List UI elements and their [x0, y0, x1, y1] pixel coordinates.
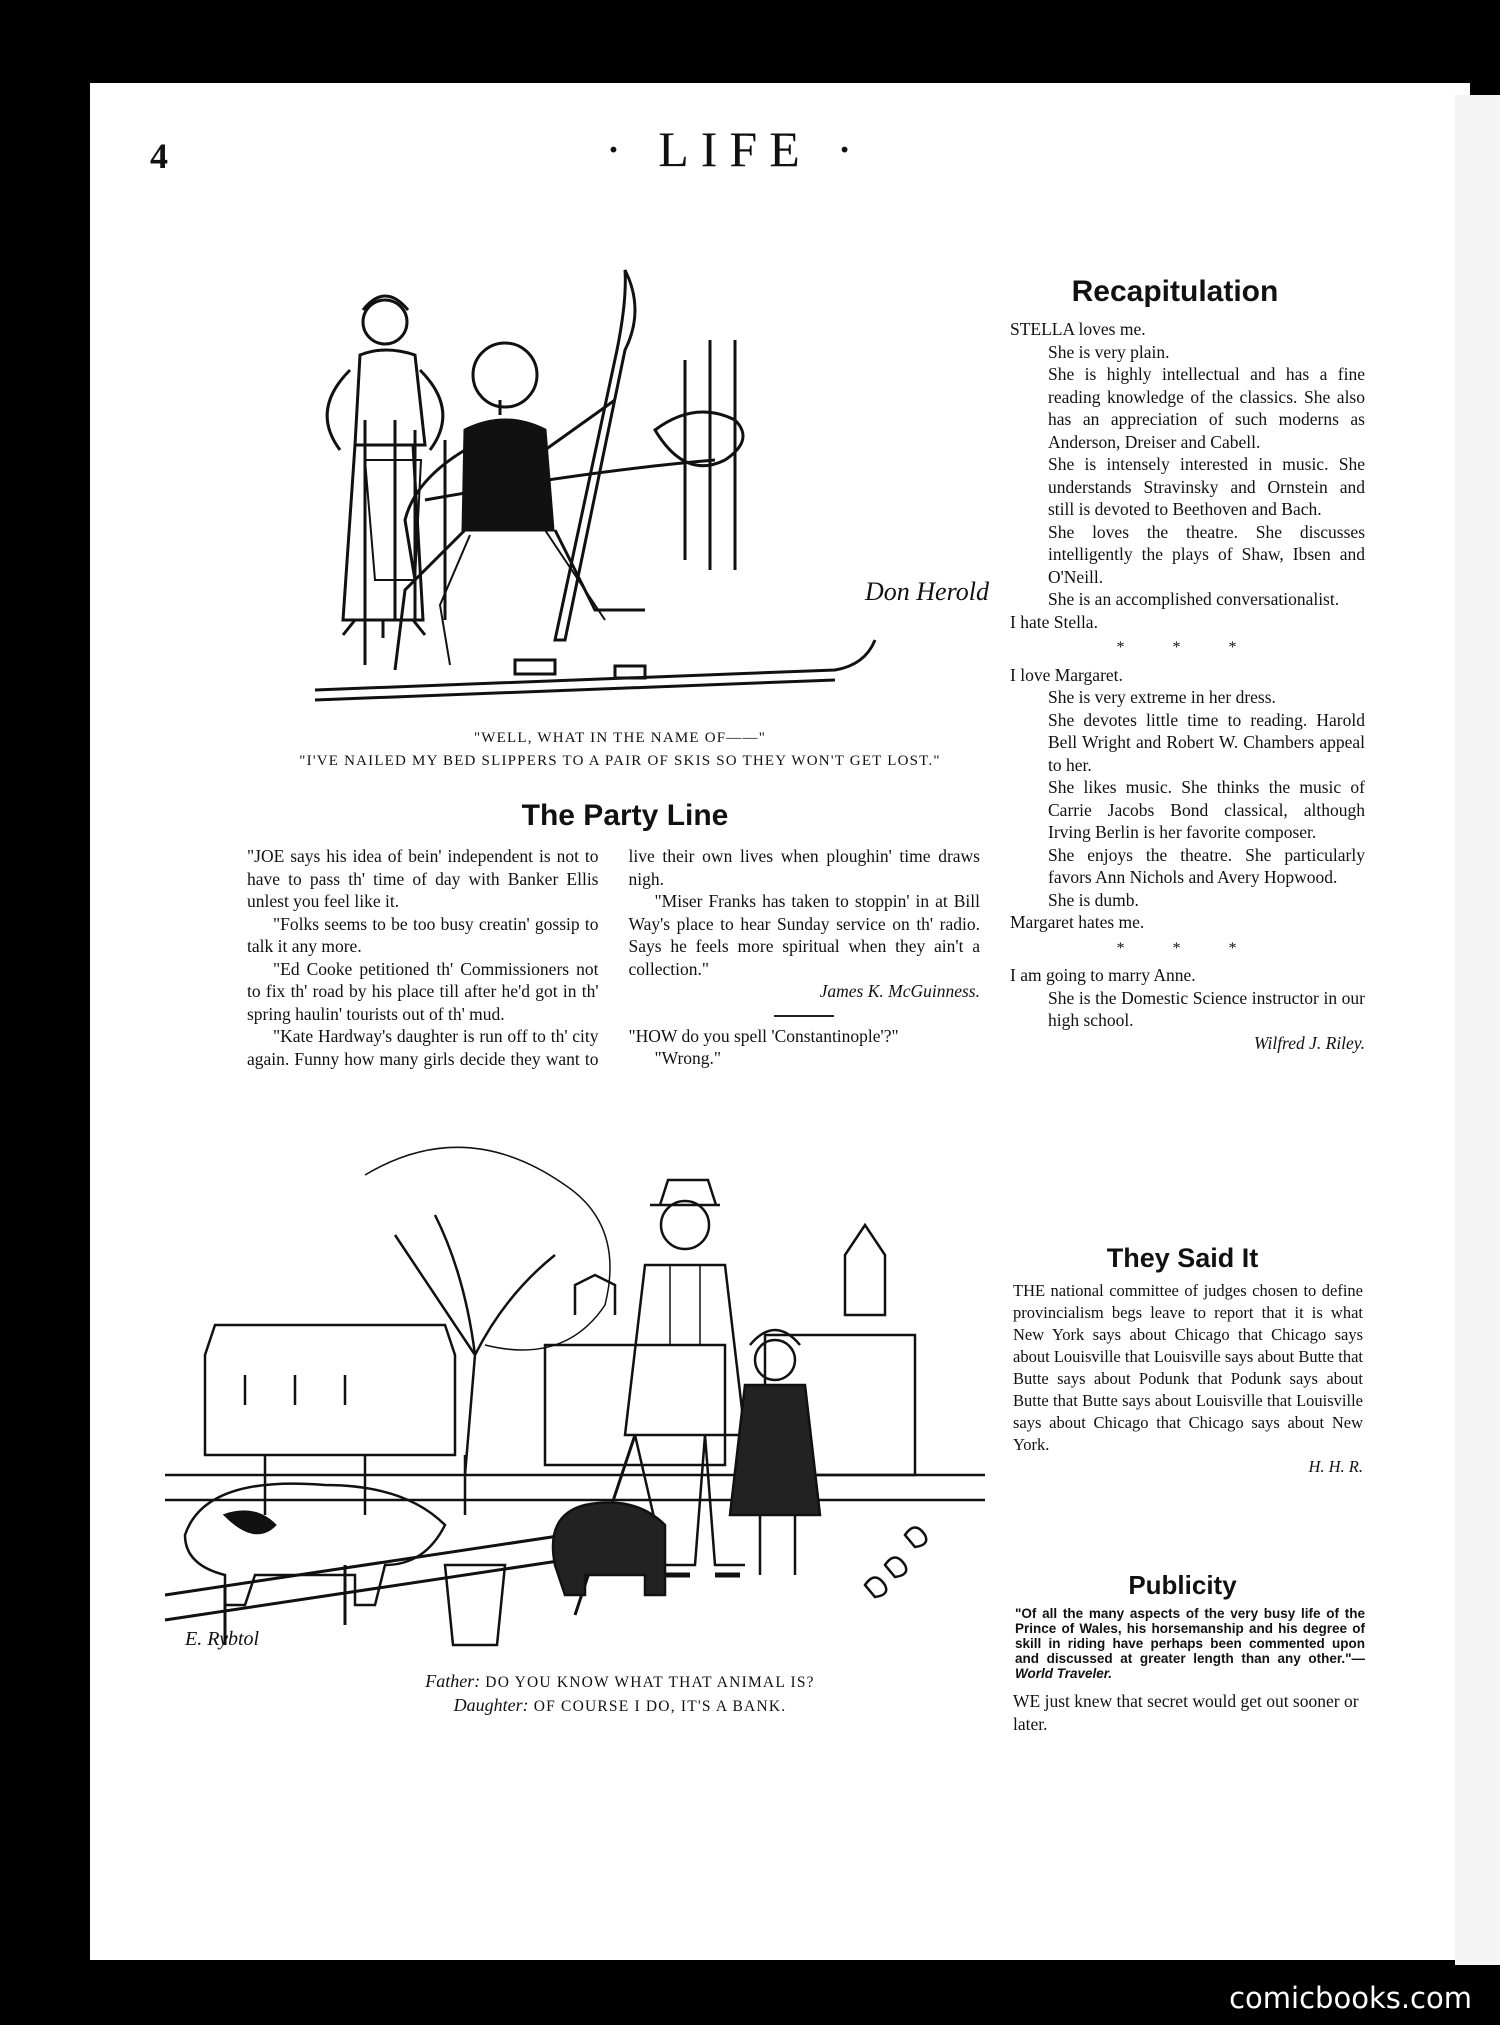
- party-line-article: [247, 845, 980, 1095]
- poem-line: She is dumb.: [1048, 889, 1139, 910]
- section-stars: * * *: [1116, 639, 1259, 656]
- cartoon2-caption-line1: DO YOU KNOW WHAT THAT ANIMAL IS?: [485, 1674, 815, 1691]
- farm-illustration: [165, 1115, 985, 1660]
- cartoon2-caption-line2: OF COURSE I DO, IT'S A BANK.: [533, 1698, 787, 1715]
- recapitulation-author: Wilfred J. Riley.: [1253, 1032, 1365, 1053]
- party-line-paragraph: "JOE says his idea of bein' independent is not to have to pass th' time of day with Banker Ellis unlest you feel like it.: [247, 846, 599, 911]
- poem-line: She is highly intellectual and has a fine reading knowledge of the classics. She also has an appreciation of such moderns as Anderson, Dreiser and Cabell.: [1048, 364, 1365, 452]
- they-said-it-body: THE national committee of judges chosen to define provincialism begs leave to report that it is what New York says about Chicago that Chicago says about Louisville that Louisville says about Butte that Butte says about Podunk that Podunk says about Butte that Butte says about Louisville that Louisville says about Chicago that Chicago says about New York.: [1013, 1281, 1363, 1454]
- cartoon1-signature: Don Herold: [865, 577, 989, 606]
- poem-line: She is very extreme in her dress.: [1048, 687, 1276, 707]
- recapitulation-poem: [1010, 318, 1365, 1054]
- page-number: 4: [150, 136, 168, 176]
- publicity-source: World Traveler.: [1015, 1666, 1113, 1681]
- party-line-paragraph: "Ed Cooke petitioned th' Commissioners not to fix th' road by his place till after he'd got in th' spring haulin' tourists out of th' mud.: [247, 958, 599, 1024]
- poem-line: STELLA loves me.: [1010, 319, 1146, 339]
- cartoon2-signature: E. Rybtol: [185, 1628, 260, 1650]
- recapitulation-title: Recapitulation: [1071, 275, 1279, 308]
- poem-line: She loves the theatre. She discusses intelligently the plays of Shaw, Ibsen and O'Neill.: [1048, 521, 1365, 587]
- constantinople-line2: "Wrong.": [654, 1048, 722, 1068]
- poem-line: I hate Stella.: [1010, 611, 1098, 632]
- cartoon2-speaker2: Daughter:: [453, 1695, 529, 1715]
- ski-slippers-cartoon: [255, 280, 989, 720]
- ski-slippers-illustration: [255, 280, 989, 720]
- they-said-it-article: [1013, 1280, 1363, 1478]
- farm-cartoon: [165, 1115, 985, 1660]
- poem-line: She is the Domestic Science instructor in our high school.: [1048, 987, 1365, 1030]
- party-line-paragraph: "Miser Franks has taken to stoppin' in at Bill Way's place to hear Sunday service on th' radio. Says he feels more spiritual when they ain't a collection.": [628, 891, 980, 979]
- cartoon1-caption: [260, 727, 980, 773]
- party-line-title: The Party Line: [521, 799, 729, 832]
- they-said-it-title: They Said It: [1106, 1243, 1259, 1273]
- watermark: comicbooks.com: [1229, 1981, 1472, 2015]
- poem-line: She is an accomplished conversationalist.: [1048, 589, 1340, 609]
- poem-line: She is very plain.: [1048, 341, 1170, 362]
- cartoon1-caption-line2: "I'VE NAILED MY BED SLIPPERS TO A PAIR OF SKIS SO THEY WON'T GET LOST.": [299, 753, 941, 769]
- party-line-paragraph: "Kate Hardway's daughter is run off to th' city again. Funny how many girls decide they want to live their own lives when ploughin' time draws nigh.: [247, 846, 980, 1069]
- section-stars: * * *: [1116, 939, 1259, 957]
- publicity-title: Publicity: [1128, 1570, 1237, 1600]
- publicity-response: WE just knew that secret would get out sooner or later.: [1013, 1691, 1359, 1734]
- next-page-edge: [1455, 95, 1500, 1965]
- cartoon2-speaker1: Father:: [425, 1671, 481, 1691]
- divider-rule: [774, 1015, 834, 1017]
- poem-line: She likes music. She thinks the music of Carrie Jacobs Bond classical, although Irving Berlin is her favorite composer.: [1048, 777, 1365, 842]
- poem-line: She devotes little time to reading. Harold Bell Wright and Robert W. Chambers appeal to her.: [1048, 709, 1365, 775]
- poem-line: Margaret hates me.: [1010, 912, 1145, 932]
- poem-line: I love Margaret.: [1010, 664, 1123, 685]
- publicity-quote-text: "Of all the many aspects of the very busy life of the Prince of Wales, his horsemanship and his degree of skill in riding have perhaps been commented upon and discussed at greater length than any other."—: [1015, 1606, 1365, 1666]
- poem-line: I am going to marry Anne.: [1010, 965, 1196, 985]
- masthead: · LIFE ·: [605, 121, 865, 177]
- poem-line: She enjoys the theatre. She particularly favors Ann Nichols and Avery Hopwood.: [1048, 844, 1365, 887]
- they-said-it-author: H. H. R.: [1308, 1457, 1363, 1476]
- party-line-paragraph: "Folks seems to be too busy creatin' gossip to talk it any more.: [247, 913, 599, 956]
- poem-line: She is intensely interested in music. She understands Stravinsky and Ornstein and still is devoted to Beethoven and Bach.: [1048, 454, 1365, 519]
- publicity-quote: [1015, 1606, 1365, 1681]
- cartoon2-caption: [260, 1670, 980, 1718]
- cartoon1-caption-line1: "WELL, WHAT IN THE NAME OF——": [473, 730, 767, 746]
- constantinople-line1: "HOW do you spell 'Constantinople'?": [628, 1025, 899, 1046]
- party-line-author: James K. McGuinness.: [819, 981, 980, 1001]
